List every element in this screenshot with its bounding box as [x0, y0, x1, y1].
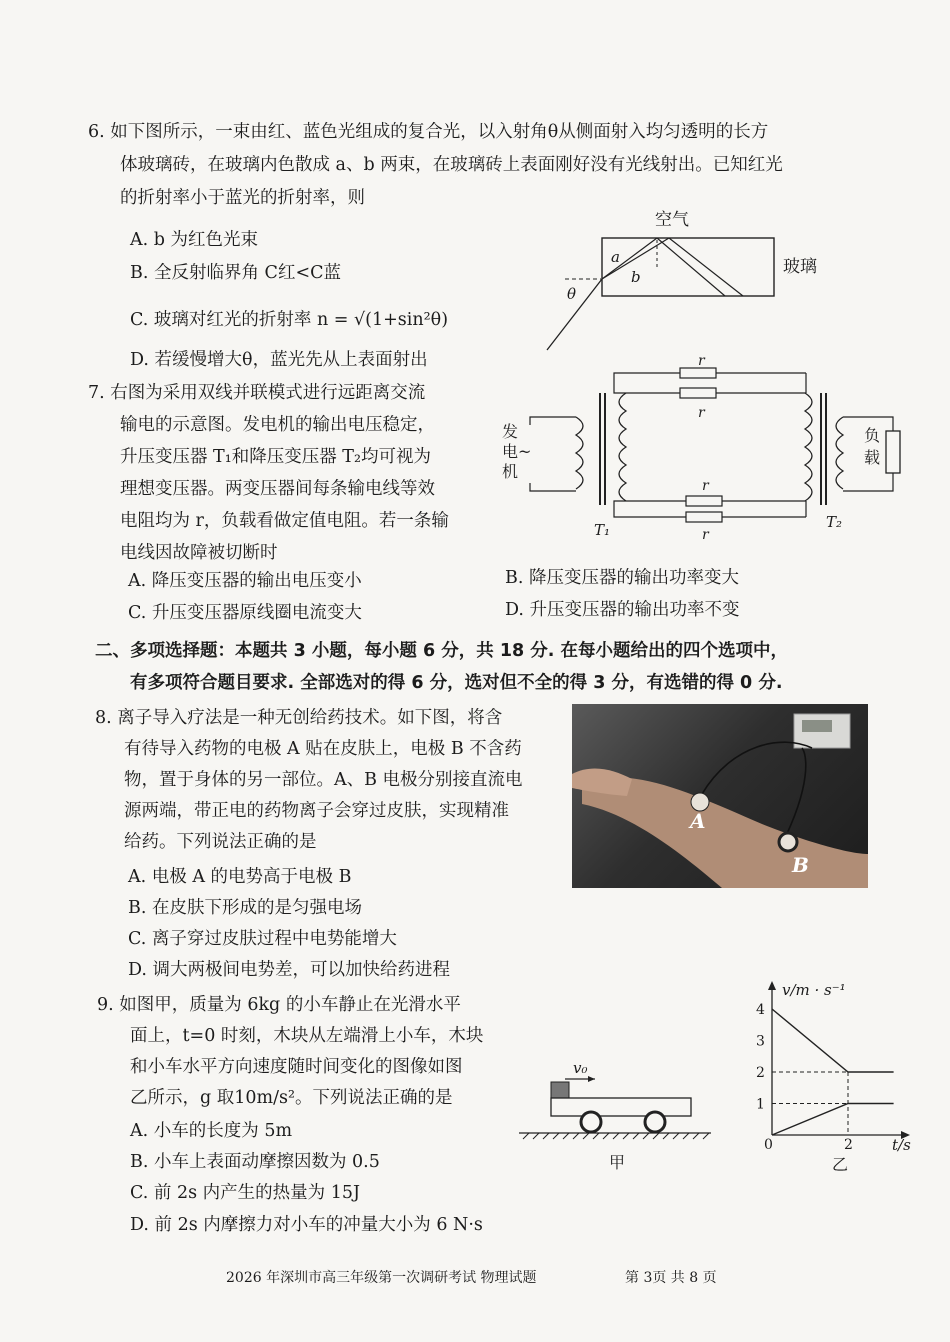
q8-option-c[interactable]: C. 离子穿过皮肤过程中电势能增大 [128, 929, 397, 949]
q7-line-3: 升压变压器 T₁和降压变压器 T₂均可视为 [120, 447, 431, 467]
q9-series-block [772, 1009, 894, 1072]
q6-glass-label: 玻璃 [783, 257, 817, 277]
q7-option-c[interactable]: C. 升压变压器原线圈电流变大 [128, 603, 362, 623]
q8-option-d[interactable]: D. 调大两极间电势差，可以加快给药进程 [128, 960, 451, 980]
q6-glass-figure [535, 200, 835, 380]
q7-t1-primary-coil [576, 417, 583, 489]
q9-line-1: 9. 如图甲，质量为 6kg 的小车静止在光滑水平 [97, 995, 461, 1015]
q7-line-1: 7. 右图为采用双线并联模式进行远距离交流 [88, 383, 426, 403]
q9-wheel-right [645, 1112, 665, 1132]
q7-resistor-bottom-1 [686, 496, 722, 506]
footer-exam-title: 2026 年深圳市高三年级第一次调研考试 物理试题 [226, 1270, 537, 1286]
q9-option-c[interactable]: C. 前 2s 内产生的热量为 15J [130, 1183, 360, 1203]
q9-block [551, 1082, 569, 1098]
q9-y-tick-3: 3 [756, 1033, 765, 1050]
q7-transmission-figure [498, 355, 908, 545]
q6-line-3: 的折射率小于蓝光的折射率，则 [120, 188, 365, 208]
q8-line-4: 源两端，带正电的药物离子会穿过皮肤，实现精准 [124, 801, 509, 821]
q9-y-axis-label: v/m · s⁻¹ [782, 981, 846, 999]
q9-caption-yi: 乙 [832, 1155, 849, 1174]
q6-reflect-b [669, 238, 743, 296]
q9-y-axis-arrow [768, 981, 776, 990]
q8-iontophoresis-photo [572, 704, 868, 888]
q7-t2-primary-coil [805, 393, 812, 501]
q6-option-d[interactable]: D. 若缓慢增大θ，蓝光先从上表面射出 [130, 350, 428, 370]
q7-option-a[interactable]: A. 降压变压器的输出电压变小 [128, 571, 362, 591]
section-2-heading-line-2: 有多项符合题目要求. 全部选对的得 6 分，选对但不全的得 3 分，有选错的得 0 分. [130, 673, 783, 693]
q9-line-4: 乙所示，g 取10m/s²。下列说法正确的是 [130, 1088, 453, 1108]
q8-photo-label-b: B [792, 853, 809, 877]
q9-caption-jia: 甲 [609, 1153, 626, 1172]
q9-x-axis-label: t/s [892, 1136, 911, 1154]
q9-v0-label: v₀ [573, 1059, 588, 1077]
q7-t1-secondary-coil [619, 393, 626, 501]
q7-r-label-1: r [698, 355, 705, 369]
q7-option-b[interactable]: B. 降压变压器的输出功率变大 [505, 568, 739, 588]
q9-y-tick-4: 4 [756, 1002, 765, 1018]
q8-line-2: 有待导入药物的电极 A 贴在皮肤上，电极 B 不含药 [124, 739, 522, 759]
q8-line-3: 物，置于身体的另一部位。A、B 电极分别接直流电 [124, 770, 523, 790]
q9-ground-hatch [523, 1133, 709, 1139]
q7-r-label-3: r [702, 478, 709, 494]
q7-load-resistor [886, 431, 900, 473]
q6-label-a: a [611, 248, 620, 266]
q8-device-screen [802, 720, 832, 732]
q7-load-char-2: 载 [864, 448, 881, 467]
q8-electrode-b [779, 833, 797, 851]
q7-load-char-1: 负 [864, 426, 881, 445]
q7-gen-wire [530, 417, 576, 491]
q7-resistor-top-2 [680, 388, 716, 398]
q6-line-1: 6. 如下图所示，一束由红、蓝色光组成的复合光，以入射角θ从侧面射入均匀透明的长方 [88, 122, 769, 142]
q7-line-2: 输电的示意图。发电机的输出电压稳定， [120, 415, 435, 435]
q7-ac-symbol: ~ [518, 442, 532, 461]
q7-line-4: 理想变压器。两变压器间每条输电线等效 [120, 479, 435, 499]
q8-photo-label-a: A [690, 809, 706, 833]
q6-line-2: 体玻璃砖，在玻璃内色散成 a、b 两束，在玻璃砖上表面刚好没有光线射出。已知红光 [120, 155, 783, 175]
q9-wheel-left [581, 1112, 601, 1132]
q9-series-cart [772, 1104, 894, 1136]
q7-gen-char-2: 电 [502, 442, 519, 461]
q7-t2-secondary-coil [836, 417, 843, 489]
q9-option-b[interactable]: B. 小车上表面动摩擦因数为 0.5 [130, 1152, 380, 1172]
footer-page-number: 第 3页 共 8 页 [625, 1270, 717, 1286]
q7-r-label-4: r [702, 527, 709, 543]
q6-air-label: 空气 [655, 210, 689, 230]
q6-option-c[interactable]: C. 玻璃对红光的折射率 n = √(1+sin²θ) [130, 310, 449, 330]
q7-line-5: 电阻均为 r，负载看做定值电阻。若一条输 [120, 511, 449, 531]
q6-option-b[interactable]: B. 全反射临界角 C红<C蓝 [130, 263, 341, 283]
q9-option-d[interactable]: D. 前 2s 内摩擦力对小车的冲量大小为 6 N·s [130, 1215, 483, 1235]
q7-resistor-top-1 [680, 368, 716, 378]
q7-resistor-bottom-2 [686, 512, 722, 522]
q6-label-theta: θ [567, 285, 577, 303]
q6-label-b: b [631, 268, 641, 286]
q7-t2-label: T₂ [826, 513, 843, 531]
q9-vt-chart [740, 975, 930, 1175]
section-2-heading-line-1: 二、多项选择题：本题共 3 小题，每小题 6 分，共 18 分. 在每小题给出的四个选项中， [95, 641, 788, 661]
q8-line-1: 8. 离子导入疗法是一种无创给药技术。如下图，将含 [95, 708, 503, 728]
q8-hand [572, 769, 632, 796]
q8-option-b[interactable]: B. 在皮肤下形成的是匀强电场 [128, 898, 362, 918]
q9-line-2: 面上，t=0 时刻，木块从左端滑上小车，木块 [130, 1026, 484, 1046]
q9-v0-arrowhead [588, 1076, 595, 1082]
q9-cart-body [551, 1098, 691, 1116]
q9-y-tick-1: 1 [756, 1096, 765, 1113]
q9-y-tick-2: 2 [756, 1065, 765, 1081]
q9-line-3: 和小车水平方向速度随时间变化的图像如图 [130, 1057, 463, 1077]
q9-cart-figure [515, 1055, 715, 1175]
q9-x-tick-2: 2 [844, 1137, 853, 1153]
q7-gen-char-1: 发 [502, 422, 519, 441]
q7-t1-label: T₁ [594, 521, 611, 539]
q6-glass-block [602, 238, 774, 296]
q8-line-5: 给药。下列说法正确的是 [124, 832, 317, 852]
q9-option-a[interactable]: A. 小车的长度为 5m [130, 1121, 293, 1141]
q7-r-label-2: r [698, 405, 705, 421]
q7-line-6: 电线因故障被切断时 [120, 543, 278, 563]
q9-x-tick-0: 0 [764, 1137, 773, 1153]
q8-photo-drawing [572, 704, 868, 888]
q6-option-a[interactable]: A. b 为红色光束 [130, 230, 259, 250]
q7-option-d[interactable]: D. 升压变压器的输出功率不变 [505, 600, 740, 620]
q7-gen-char-3: 机 [502, 462, 519, 481]
q8-option-a[interactable]: A. 电极 A 的电势高于电极 B [128, 867, 352, 887]
q6-reflect-a [657, 238, 725, 296]
